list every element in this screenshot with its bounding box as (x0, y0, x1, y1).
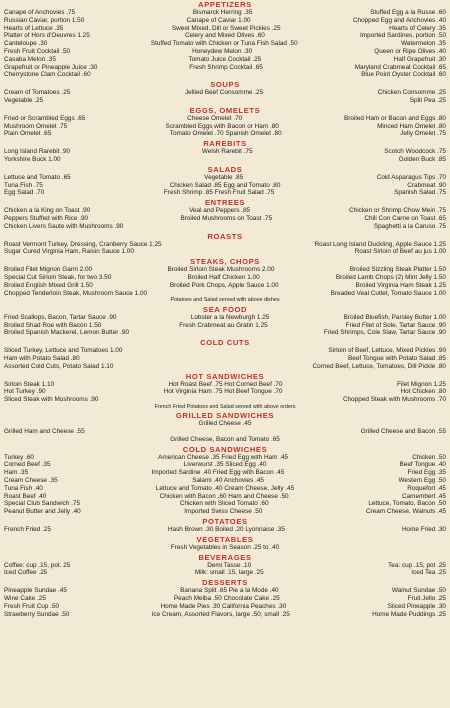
menu-item: Fresh Shrimp Cocktail .65 (189, 63, 263, 71)
menu-item: Imported Swiss Cheese .50 (184, 508, 263, 516)
menu-row (4, 500, 446, 508)
menu-item: Chicken Consomme .25 (377, 89, 446, 97)
menu-item: Chicken with Sliced Tomato .60 (179, 500, 269, 508)
menu-item: Pineapple Sundae .45 (4, 587, 67, 595)
menu-item: Tuna Fish .75 (4, 181, 43, 189)
menu-item: Demi Tasse .10 (207, 561, 252, 569)
menu-item: Ice Cream, Assorted Flavors, large .50; small .25 (151, 610, 290, 618)
menu-item: Cream Cheese .35 (4, 477, 58, 485)
menu-row (4, 207, 446, 215)
menu-row (4, 241, 446, 249)
menu-row (4, 428, 446, 436)
menu-row (4, 17, 446, 25)
menu-item: Lettuce and Tomato .65 (4, 173, 71, 181)
menu-row (4, 40, 446, 48)
menu-item: Queen or Ripe Olives .40 (374, 47, 446, 55)
menu-item: French Fried .25 (4, 526, 51, 534)
menu-row (4, 461, 446, 469)
menu-item: Spaghetti a la Caruso .75 (373, 222, 446, 230)
menu-item: Canteloupe .30 (4, 40, 48, 48)
menu-row (4, 89, 446, 97)
menu-item: Western Egg .50 (398, 477, 446, 485)
menu-row (4, 347, 446, 355)
menu-item: Turkey .60 (4, 453, 34, 461)
menu-item: Hash Brown .30 Boiled .20 Lyonnaise .35 (167, 526, 285, 534)
menu-item: Hearts of Celery .35 (389, 24, 446, 32)
menu-item: Plain Omelet .65 (4, 130, 52, 138)
menu-row (4, 64, 446, 72)
menu-item: Imported Sardine .40 Fried Egg with Bacon .45 (151, 469, 285, 477)
menu-item: Fruit Jello .25 (407, 595, 446, 603)
menu-item: Broiled Spanish Mackerel, Lemon Butter .90 (4, 329, 130, 337)
menu-item: Grilled Ham and Cheese .55 (4, 428, 85, 436)
menu-row (4, 56, 446, 64)
menu-item: Sirloin Steak 1.10 (4, 380, 55, 388)
menu-item: Milk: small .15, large .25 (194, 569, 264, 577)
menu-row (4, 182, 446, 190)
menu-item: Scotch Woodcock .75 (384, 148, 446, 156)
menu-item: Platter of Hors d'Oeuvres 1.25 (4, 32, 90, 40)
section-title: DESSERTS (202, 578, 248, 588)
menu-item: Chopped Steak with Mushrooms .70 (342, 396, 446, 404)
menu-item: Cheese Omelet .70 (187, 114, 243, 122)
menu-item: Chopped Egg and Anchovies .40 (352, 16, 446, 24)
section-title: SALADS (207, 164, 243, 174)
menu-item: Hot Roast Beef .75 Hot Corned Beef .70 (168, 380, 283, 388)
menu-item: Iced Coffee .25 (4, 569, 48, 577)
menu-item: Grilled Cheese, Bacon and Tomato .65 (170, 435, 280, 443)
menu-row (4, 189, 446, 197)
menu-row (4, 329, 446, 337)
section-title: COLD CUTS (200, 338, 250, 348)
menu-item: Home Made Puddings .25 (372, 610, 446, 618)
menu-item: Chopped Tenderloin Steak, Mushroom Sauce 1.00 (4, 289, 148, 297)
menu-item: Sliced Steak with Mushrooms .90 (4, 396, 99, 404)
menu-item: Tea: cup .15, pot .25 (388, 561, 446, 569)
menu-item: Broiled Bluefish, Parsley Butter 1.00 (343, 313, 446, 321)
menu-item: Casaba Melon .35 (4, 55, 56, 63)
menu-item: Fresh Fruit Cup .50 (4, 602, 60, 610)
menu-item: Fried Egg .35 (407, 469, 446, 477)
menu-item: Long Island Rarebit .90 (4, 148, 71, 156)
menu-item: Sweet Mixed, Dill or Sweet Pickles .25 (171, 24, 281, 32)
menu-item: Mushroom Omelet .75 (4, 122, 68, 130)
menu-item: Fresh Fruit Cocktail .50 (4, 47, 71, 55)
menu-item: Chicken Livers Saute with Mushrooms .90 (4, 222, 124, 230)
menu-item: Fresh Shrimp .85 Fresh Fruit Salad .75 (163, 189, 275, 197)
menu-item: Tomato Omelet .70 Spanish Omelet .80 (169, 130, 282, 138)
menu-row (4, 420, 446, 428)
menu-item: Broiled Half Chicken 1.00 (187, 273, 260, 281)
section-title: ROASTS (207, 231, 243, 241)
menu-item: Filet Mignon 1.25 (396, 380, 446, 388)
menu-row (4, 148, 446, 156)
menu-row (4, 32, 446, 40)
menu-row (4, 454, 446, 462)
menu-row (4, 130, 446, 138)
menu-item: Fresh Vegetables in Season .25 to .40 (170, 543, 280, 551)
menu-item: Welsh Rarebit .75 (201, 148, 253, 156)
menu-item: Liverwurst .35 Sliced Egg .40 (183, 461, 267, 469)
menu-item: Roast Long Island Duckling, Apple Sauce 1.25 (314, 240, 446, 248)
menu-item: Home Fried .30 (401, 526, 446, 534)
menu-row (4, 396, 446, 404)
menu-row (4, 469, 446, 477)
menu-row (4, 436, 446, 444)
menu-item: Golden Buck .85 (398, 155, 446, 163)
menu-row (4, 25, 446, 33)
menu-item: Banana Split .65 Pie a la Mode .40 (180, 587, 279, 595)
menu-item: Vegetable .25 (4, 96, 44, 104)
menu-item: Celery and Mixed Olives .60 (184, 32, 265, 40)
menu-item: Split Pea .25 (409, 96, 446, 104)
menu-row (4, 71, 446, 79)
menu-row (4, 156, 446, 164)
menu-item: Hot Chicken .80 (400, 388, 446, 396)
menu-item: Iced Tea .25 (411, 569, 446, 577)
menu-item: Yorkshire Buck 1.00 (4, 155, 61, 163)
menu-item: Sirloin of Beef, Lettuce, Mixed Pickles .90 (328, 347, 446, 355)
menu-item: Imported Sardines, portion .50 (360, 32, 446, 40)
menu-row (4, 314, 446, 322)
menu-item: Fried Shrimps, Cole Slaw, Tartar Sauce .90 (323, 329, 446, 337)
menu-item: Spanish Salad .75 (394, 189, 446, 197)
menu-item: Minced Ham Omelet .80 (377, 122, 446, 130)
menu-item: Corned Beef .35 (4, 461, 51, 469)
menu-item: Chicken a la King on Toast .90 (4, 207, 91, 215)
menu-item: Broiled Virginia Ham Steak 1.25 (355, 281, 446, 289)
menu-item: Sliced Pineapple .30 (387, 602, 446, 610)
menu-item: Jelly Omelet .75 (400, 130, 446, 138)
menu-item: Broiled Pork Chops, Apple Sauce 1.00 (169, 281, 279, 289)
menu-item: Ham .35 (4, 469, 29, 477)
menu-item: Hot Turkey .90 (4, 388, 46, 396)
menu-item: Grapefruit or Pineapple Juice .30 (4, 63, 98, 71)
menu-item: Fried Scallops, Bacon, Tartar Sauce .90 (4, 313, 117, 321)
menu-item: Camembert .45 (401, 492, 446, 500)
menu-item: Hot Virginia Ham .75 Hot Beef Tongue .70 (163, 388, 283, 396)
section-title: COLD SANDWICHES (182, 444, 268, 454)
menu-item: Vegetable .85 (204, 173, 244, 181)
menu-item: Chicken Salad .85 Egg and Tomato .80 (169, 181, 281, 189)
menu-item: Roquefort .45 (407, 484, 446, 492)
menu-item: Half Grapefruit .30 (393, 55, 446, 63)
menu-item: Broiled Sizzling Steak Platter 1.50 (349, 266, 446, 274)
menu-item: Fried or Scrambled Eggs .65 (4, 114, 86, 122)
menu-item: Lettuce, Tomato, Bacon .50 (368, 500, 446, 508)
section-note: Potatoes and Salad served with above dishes (170, 297, 280, 304)
menu-item: Chili Con Carne on Toast .65 (364, 214, 446, 222)
menu-row (4, 587, 446, 595)
menu-item: Egg Salad .70 (4, 189, 45, 197)
menu-item: Lobster a la Newburgh 1.25 (190, 313, 270, 321)
menu-row (4, 282, 446, 290)
menu-row (4, 388, 446, 396)
menu-item: Peppers Stuffed with Rice .90 (4, 214, 89, 222)
menu-item: Watermelon .35 (401, 40, 446, 48)
menu-item: Hearts of Lettuce .35 (4, 24, 64, 32)
menu-row (4, 595, 446, 603)
menu-item: Grilled Cheese and Bacon .55 (360, 428, 446, 436)
menu-item: Chicken with Bacon .60 Ham and Cheese .50 (159, 492, 289, 500)
menu-item: Stuffed Egg a la Russe .60 (370, 9, 446, 16)
menu-item: Canape of Anchovies .75 (4, 9, 76, 16)
menu-row (4, 477, 446, 485)
menu-item: Coffee: cup .15, pot. 25 (4, 561, 71, 569)
menu-item: Chicken or Shrimp Chow Mein .75 (349, 207, 446, 215)
menu-item: Beef Tongue .40 (399, 461, 446, 469)
menu-row (4, 603, 446, 611)
section-title: APPETIZERS (198, 0, 252, 9)
menu-item: Wine Cake .25 (4, 595, 46, 603)
section-title: ENTREES (204, 198, 246, 208)
menu-item: Fried Filet of Sole, Tartar Sauce .90 (345, 321, 446, 329)
menu-item: Scrambled Eggs with Bacon or Ham .80 (165, 122, 279, 130)
menu-item: Broiled English Mixed Grill 1.50 (4, 281, 93, 289)
menu-item: Roast Sirloin of Beef au jus 1.00 (354, 248, 446, 256)
section-title: HOT SANDWICHES (185, 371, 265, 381)
menu-item: Broiled Shad Roe with Bacon 1.50 (4, 321, 102, 329)
menu-item: Grilled Cheese .45 (198, 420, 252, 428)
section-title: SOUPS (210, 80, 240, 90)
section-title: SEA FOOD (202, 304, 248, 314)
menu-row (4, 493, 446, 501)
menu-item: Honeydew Melon .30 (192, 47, 253, 55)
menu-item: Tomato Juice Cocktail .25 (188, 55, 262, 63)
menu-row (4, 266, 446, 274)
menu-item: Special Club Sandwich .75 (4, 500, 81, 508)
menu-row (4, 215, 446, 223)
menu-item: Broiled Mushrooms on Toast .75 (180, 214, 272, 222)
menu-row (4, 611, 446, 619)
menu-item: Bismarck Herring .35 (192, 9, 253, 16)
menu-item: Roast Beef .40 (4, 492, 47, 500)
menu-row (4, 248, 446, 256)
menu-item: Blue Point Oyster Cocktail .60 (361, 71, 446, 79)
menu-item: Ham with Potato Salad .80 (4, 354, 80, 362)
menu-row (4, 48, 446, 56)
menu-item: Crabmeat .90 (407, 181, 446, 189)
section-note: French Fried Potatoes and Salad served with above orders (154, 403, 296, 410)
menu-item: Broiled Filet Mignon Garni 2.00 (4, 266, 93, 274)
menu-row (4, 290, 446, 298)
section-title: GRILLED SANDWICHES (175, 411, 275, 421)
menu-row (4, 508, 446, 516)
menu-item: Corned Beef, Lettuce, Tomatoes, Dill Pickle .80 (312, 362, 446, 370)
menu-row (4, 355, 446, 363)
menu-item: Walnut Sundae .50 (391, 587, 446, 595)
menu-item: Chicken .50 (412, 453, 446, 461)
menu-row (4, 97, 446, 105)
menu-item: Jellied Beef Consomme .25 (184, 89, 264, 97)
section-title: EGGS, OMELETS (189, 105, 261, 115)
menu-row (4, 485, 446, 493)
menu-row (4, 115, 446, 123)
menu-row (4, 526, 446, 534)
menu-item: Peach Melba .50 Chocolate Cake .25 (173, 595, 280, 603)
menu-item: Breaded Veal Cutlet, Tomato Sauce 1.00 (330, 289, 446, 297)
menu-row (4, 9, 446, 17)
section-title: VEGETABLES (196, 534, 254, 544)
menu-row (4, 544, 446, 552)
section-title: RAREBITS (203, 139, 247, 149)
section-title: BEVERAGES (198, 552, 252, 562)
menu-row (4, 223, 446, 231)
menu-row (4, 363, 446, 371)
menu-item: Broiled Lamb Chops (2) Mint Jelly 1.50 (335, 273, 446, 281)
menu-item: Cream of Tomatoes .25 (4, 89, 71, 97)
menu-row (4, 562, 446, 570)
menu-item: Sliced Turkey, Lettuce and Tomatoes 1.00 (4, 347, 123, 355)
menu-item: Roast Vermont Turkey, Dressing, Cranberry Sauce 1.25 (4, 240, 162, 248)
menu-item: Broiled Ham or Bacon and Eggs .80 (344, 114, 446, 122)
menu-item: Special Cut Sirloin Steak, for two 3.50 (4, 273, 112, 281)
menu-row (4, 174, 446, 182)
menu-item: Canape of Caviar 1.00 (186, 16, 251, 24)
menu-item: Beef Tongue with Potato Salad .85 (348, 354, 446, 362)
section-title: STEAKS, CHOPS (190, 257, 260, 267)
menu-row (4, 274, 446, 282)
menu-item: Peanut Butter and Jelly .40 (4, 508, 81, 516)
menu-row (4, 322, 446, 330)
menu-item: Fresh Crabmeat au Gratin 1.25 (179, 321, 268, 329)
menu-row (4, 123, 446, 131)
menu-item: Sugar Cured Virginia Ham, Raisin Sauce 1.00 (4, 248, 134, 256)
menu-item: Russian Caviar, portion 1.50 (4, 16, 85, 24)
menu-item: Assorted Cold Cuts, Potato Salad 1.10 (4, 362, 114, 370)
menu-item: Lettuce and Tomato .40 Cream Cheese, Jelly .45 (155, 484, 295, 492)
menu-row (4, 381, 446, 389)
menu-item: Maryland Crabmeat Cocktail .65 (354, 63, 446, 71)
menu-item: Cold Asparagus Tips .70 (376, 173, 446, 181)
menu-item: Salami .40 Anchovies .45 (192, 477, 264, 485)
menu-item: Home Made Pies .30 California Peaches .30 (160, 602, 287, 610)
menu-item: Veal and Peppers .85 (189, 207, 251, 215)
menu-item: Cherrystone Clam Cocktail .60 (4, 71, 91, 79)
menu-item: Cream Cheese, Walnuts .45 (365, 508, 446, 516)
menu-item: Broiled Sirloin Steak Mushrooms 2.00 (167, 266, 275, 274)
menu-item: American Cheese .35 Fried Egg with Ham .45 (158, 453, 289, 461)
menu-item: Stuffed Tomato with Chicken or Tuna Fish Salad .50 (150, 40, 298, 48)
menu-item: Strawberry Sundae .50 (4, 610, 70, 618)
menu-item: Tuna Fish .40 (4, 484, 43, 492)
section-title: POTATOES (202, 517, 248, 527)
menu-row (4, 569, 446, 577)
